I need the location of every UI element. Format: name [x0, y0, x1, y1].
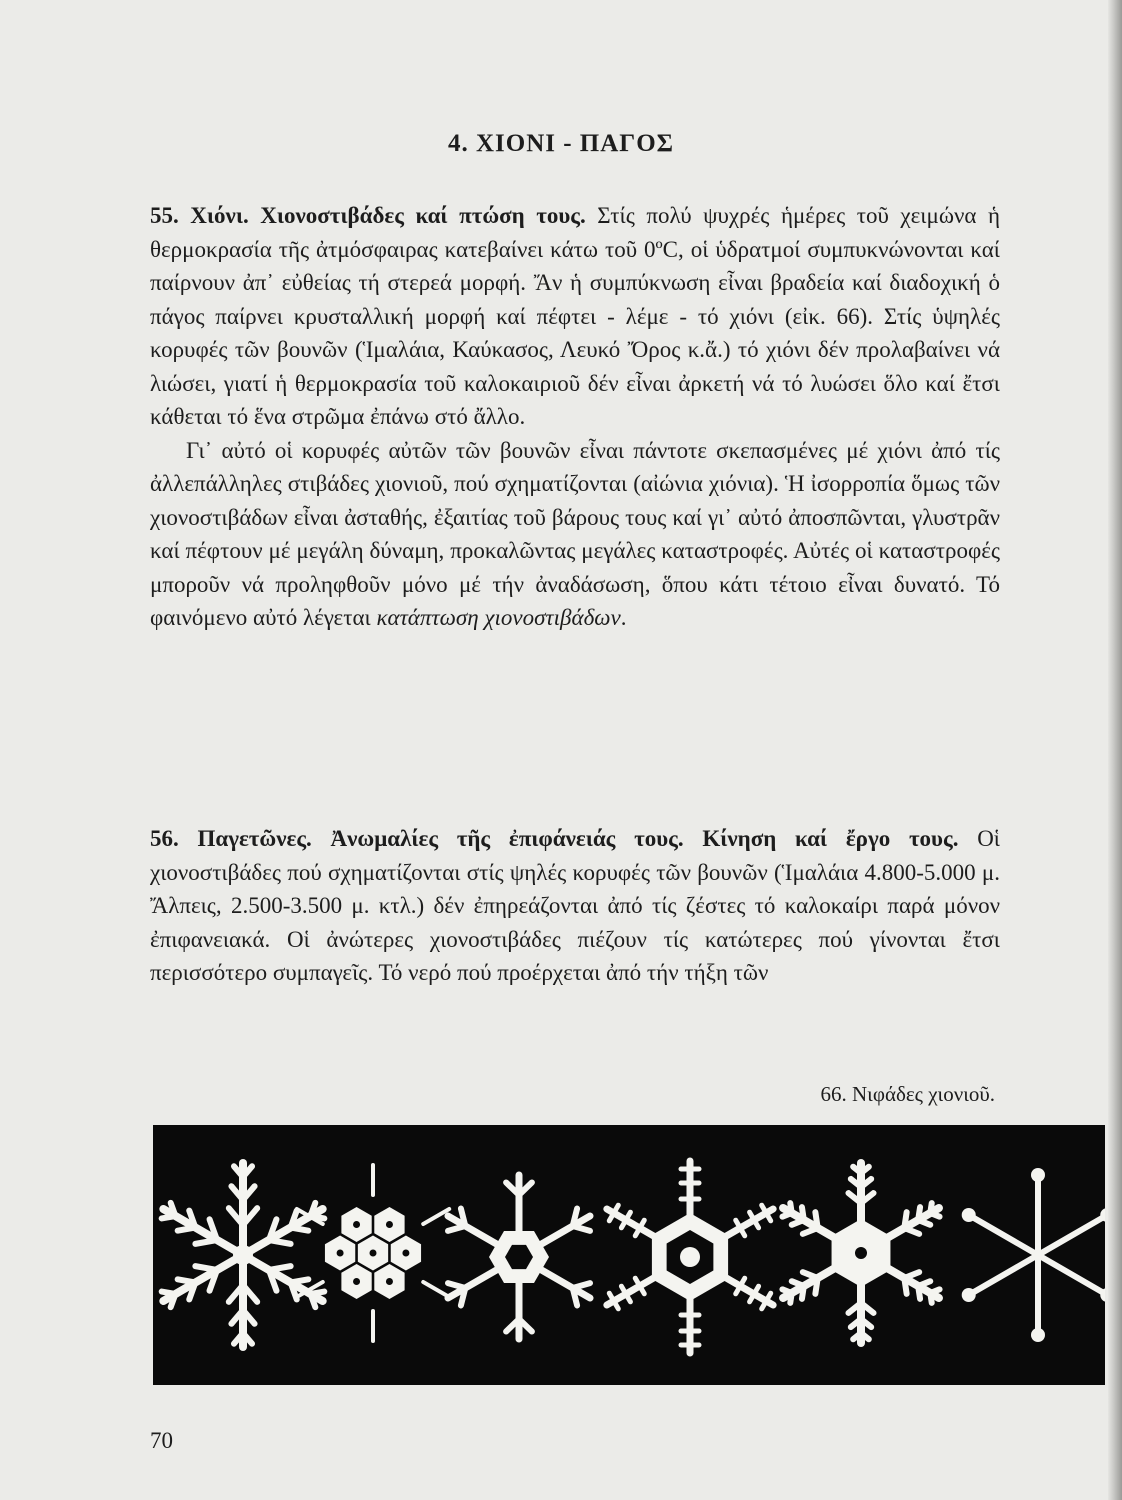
plate-flake-icon	[297, 1165, 449, 1341]
dendrite-flake-icon	[162, 1163, 325, 1347]
hexagon-flake-icon	[607, 1161, 773, 1353]
fern-flake-icon	[782, 1163, 939, 1343]
page-number: 70	[150, 1428, 173, 1453]
section-55-text-1: Στίς πολύ ψυχρές ἡμέρες τοῦ χειμώνα ἡ θερμοκρασία τῆς ἀτμόσφαιρας κατεβαίνει κάτω τοῦ 0ºC, οἱ ὑδρατμοί συμπυκνώνονται καί παίρνουν ἀπ᾽ εὐθείας τή στερεά μορφή. Ἄν ἡ συμπύκνωση εἶναι βραδεία καί διαδοχική ὁ πάγος παίρνει κρυσταλλική μορφή καί πέφτει - λέμε - τό χιόνι (εἰκ. 66). Στίς ὑψηλές κορυφές τῶν βουνῶν (Ἱμαλάια, Καύκασος, Λευκό Ὄρος κ.ἄ.) τό χιόνι δέν προλαβαίνει νά λιώσει, γιατί ἡ θερμοκρασία τοῦ καλοκαιριοῦ δέν εἶναι ἀρκετή νά τό λυώσει ὅλο καί ἔτσι κάθεται τό ἕνα στρῶμα ἐπάνω στό ἄλλο.	[150, 203, 1000, 429]
section-55-paragraph-2	[150, 434, 1000, 635]
section-56-text-1: Οἱ χιονοστιβάδες πού σχηματίζονται στίς ψηλές κορυφές τῶν βουνῶν (Ἱμαλάια 4.800-5.000 μ. Ἄλπεις, 2.500-3.500 μ. κτλ.) δέν ἐπηρεάζονται ἀπό τίς ζέστες τό καλοκαίρι παρά μόνον ἐπιφανειακά. Οἱ ἀνώτερες χιονοστιβάδες πιέζουν τίς κατώτερες πού γίνονται ἔτσι περισσότερο συμπαγεῖς. Τό νερό πού προέρχεται ἀπό τήν τήξη τῶν	[150, 826, 1000, 985]
section-55-text-2-end: .	[620, 605, 627, 630]
section-55-text-2: Γι᾽ αὐτό οἱ κορυφές αὐτῶν τῶν βουνῶν εἶναι πάντοτε σκεπασμένες μέ χιόνι ἀπό τίς ἀλλεπάλληλες στιβάδες χιονιοῦ, πού σχηματίζονται (αἰώνια χιόνια). Ἡ ἰσορροπία ὅμως τῶν χιονοστιβάδων εἶναι ἀσταθής, ἐξαιτίας τοῦ βάρους τους καί γι᾽ αὐτό ἀποσπῶνται, γλυστρᾶν καί πέφτουν μέ μεγάλη δύναμη, προκαλῶντας μεγάλες καταστροφές. Αὐτές οἱ καταστροφές μποροῦν νά προληφθοῦν μόνο μέ τήν ἀναδάσωση, ὅπου κάτι τέτοιο εἶναι δυνατό. Τό φαινόμενο αὐτό λέγεται	[150, 437, 1000, 630]
section-55-heading: 55. Χιόνι. Χιονοστιβάδες καί πτώση τους.	[150, 203, 586, 228]
section-55	[150, 199, 1000, 635]
snowflake-figure	[153, 1125, 1105, 1385]
section-55-paragraph-1	[150, 199, 1000, 434]
snowflake-figure-svg	[153, 1125, 1105, 1385]
figure-caption: 66. Νιφάδες χιονιοῦ.	[820, 1082, 995, 1106]
needle-flake-icon	[962, 1168, 1105, 1342]
chapter-title: 4. ΧΙΟΝΙ - ΠΑΓΟΣ	[447, 130, 675, 157]
book-binding-edge	[1108, 0, 1122, 1500]
section-56	[150, 822, 1000, 990]
section-55-italic-term: κατάπτωση χιονοστιβάδων	[376, 605, 621, 630]
stellar-flake-icon	[448, 1175, 590, 1339]
section-56-paragraph-1	[150, 822, 1000, 990]
section-56-heading: 56. Παγετῶνες. Ἀνωμαλίες τῆς ἐπιφάνειάς τους. Κίνηση καί ἔργο τους.	[150, 826, 959, 851]
